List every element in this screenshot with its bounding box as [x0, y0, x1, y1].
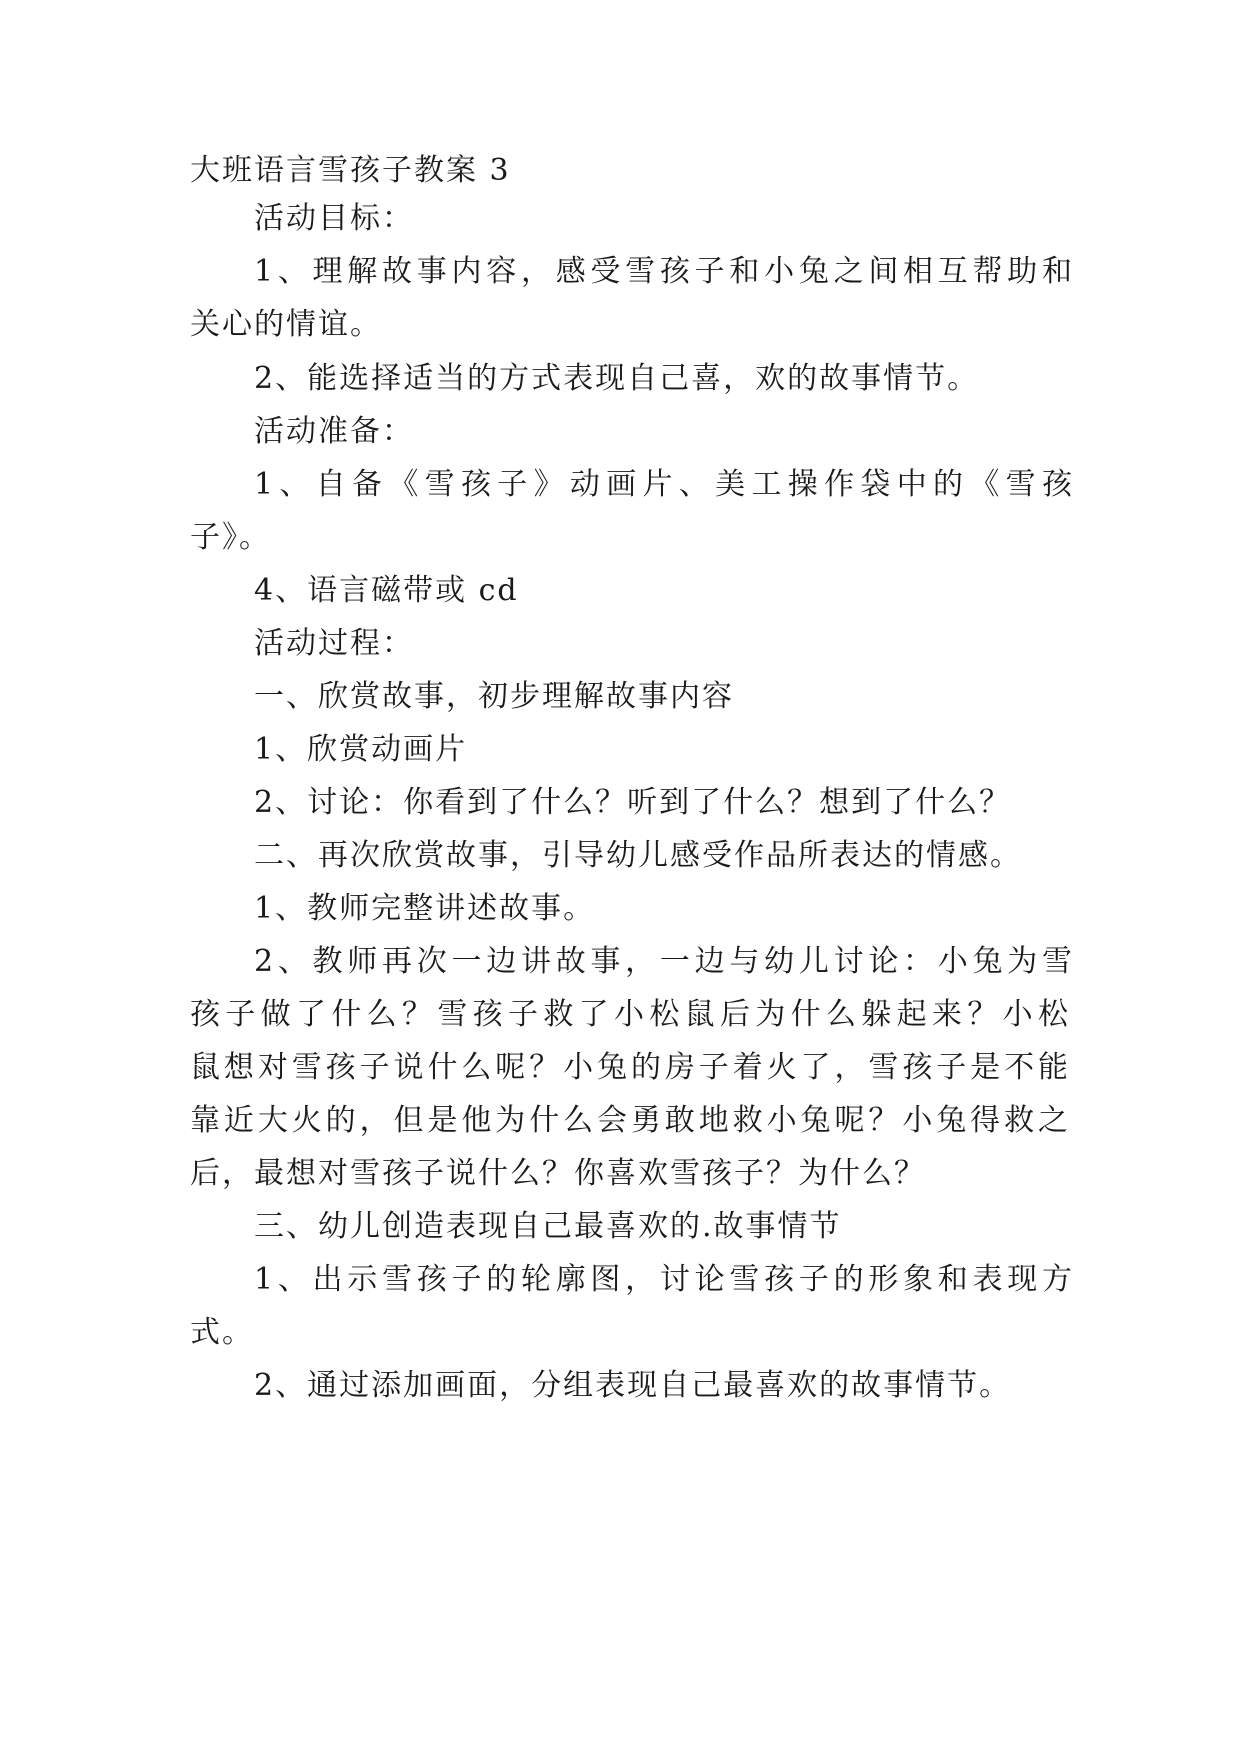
text-line: 2、通过添加画面，分组表现自己最喜欢的故事情节。 — [254, 1368, 1012, 1403]
text-line: 活动准备： — [254, 414, 414, 449]
text-line: 式。 — [190, 1315, 254, 1350]
text-line: 一、欣赏故事，初步理解故事内容 — [254, 679, 734, 714]
text-line: 鼠想对雪孩子说什么呢？小兔的房子着火了，雪孩子是不能 — [190, 1050, 1070, 1085]
text-line: 2、能选择适当的方式表现自己喜，欢的故事情节。 — [254, 361, 980, 396]
text-line: 活动过程： — [254, 626, 414, 661]
text-line: 1、出示雪孩子的轮廓图，讨论雪孩子的形象和表现方 — [254, 1262, 1074, 1297]
text-line: 孩子做了什么？雪孩子救了小松鼠后为什么躲起来？小松 — [190, 997, 1070, 1032]
text-line: 1、教师完整讲述故事。 — [254, 891, 596, 926]
text-line: 2、讨论：你看到了什么？听到了什么？想到了什么？ — [254, 785, 1012, 820]
text-line: 1、欣赏动画片 — [254, 732, 468, 767]
text-line: 后，最想对雪孩子说什么？你喜欢雪孩子？为什么？ — [190, 1156, 926, 1191]
text-line: 三、幼儿创造表现自己最喜欢的.故事情节 — [254, 1209, 842, 1244]
text-line: 4、语言磁带或 cd — [254, 573, 519, 608]
text-line: 关心的情谊。 — [190, 307, 382, 342]
document-title: 大班语言雪孩子教案 3 — [190, 153, 511, 188]
text-line: 靠近大火的，但是他为什么会勇敢地救小兔呢？小兔得救之 — [190, 1103, 1070, 1138]
text-line: 1、理解故事内容，感受雪孩子和小兔之间相互帮助和 — [254, 254, 1074, 289]
text-line: 2、教师再次一边讲故事，一边与幼儿讨论：小兔为雪 — [254, 944, 1074, 979]
text-line: 活动目标： — [254, 201, 414, 236]
text-line: 子》。 — [190, 520, 271, 555]
text-line: 1、自备《雪孩子》动画片、美工操作袋中的《雪孩 — [254, 467, 1074, 502]
text-line: 二、再次欣赏故事，引导幼儿感受作品所表达的情感。 — [254, 838, 1022, 873]
